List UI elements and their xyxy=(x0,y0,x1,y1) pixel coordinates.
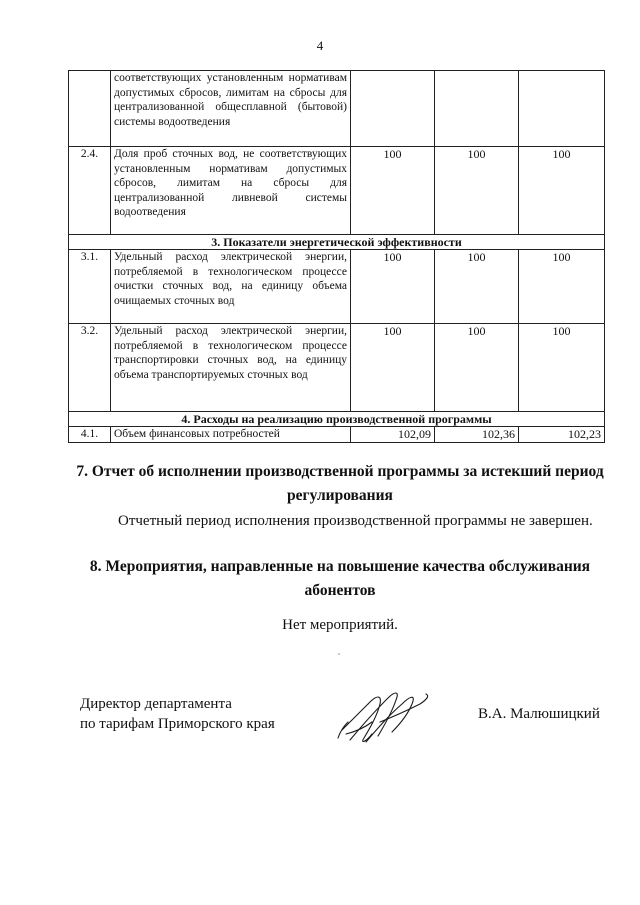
table-row xyxy=(69,71,605,147)
row-description: соответствующих установленным нормативам допустимых сбросов, лимитам на сбросы для централизованной общесплавной (бытовой) системы водоотведения xyxy=(111,71,351,147)
value-cell: 100 xyxy=(519,250,605,324)
table-row xyxy=(69,250,605,324)
signatory-position-line1: Директор департамента xyxy=(80,696,232,712)
signatory-position-line2: по тарифам Приморского края xyxy=(80,716,275,732)
signatory-name: В.А. Малюшицкий xyxy=(478,706,600,722)
row-number: 3.1. xyxy=(69,250,111,324)
value-cell: 100 xyxy=(519,324,605,412)
value-cell: 100 xyxy=(351,324,435,412)
value-cell: 100 xyxy=(351,250,435,324)
value-cell: 100 xyxy=(519,147,605,235)
table-row xyxy=(69,427,605,443)
stray-mark xyxy=(337,652,341,656)
section-title: 4. Расходы на реализацию производственной программы xyxy=(69,412,605,427)
table-row xyxy=(69,147,605,235)
row-description: Удельный расход электрической энергии, потребляемой в технологическом процессе очистки сточных вод, на единицу объема очищаемых сточных вод xyxy=(111,250,351,324)
value-cell: 102,36 xyxy=(435,427,519,443)
value-cell xyxy=(435,71,519,147)
page-number: 4 xyxy=(316,38,324,53)
section-row xyxy=(69,412,605,427)
row-description: Удельный расход электрической энергии, потребляемой в технологическом процессе транспортировки сточных вод, на единицу объема транспортируемых сточных вод xyxy=(111,324,351,412)
value-cell: 100 xyxy=(351,147,435,235)
row-description: Объем финансовых потребностей xyxy=(111,427,351,443)
row-number: 4.1. xyxy=(69,427,111,443)
section-row xyxy=(69,235,605,250)
section-title: 3. Показатели энергетической эффективности xyxy=(69,235,605,250)
section-8-title: 8. Мероприятия, направленные на повышение качества обслуживания абонентов xyxy=(89,558,591,599)
row-number: 3.2. xyxy=(69,324,111,412)
value-cell: 100 xyxy=(435,324,519,412)
section-7-text: Отчетный период исполнения производственной программы не завершен. xyxy=(118,513,593,529)
value-cell xyxy=(519,71,605,147)
value-cell: 102,09 xyxy=(351,427,435,443)
value-cell xyxy=(351,71,435,147)
row-description: Доля проб сточных вод, не соответствующих установленным нормативам допустимых сбросов, лимитам на сбросы для централизованной ливневой системы водоотведения xyxy=(111,147,351,235)
row-number: 2.4. xyxy=(69,147,111,235)
value-cell: 100 xyxy=(435,250,519,324)
row-number xyxy=(69,71,111,147)
table-row xyxy=(69,324,605,412)
value-cell: 102,23 xyxy=(519,427,605,443)
value-cell: 100 xyxy=(435,147,519,235)
section-7-title: 7. Отчет об исполнении производственной программы за истекший период регулирования xyxy=(76,463,604,504)
handwritten-signature xyxy=(330,682,440,752)
signatory-position xyxy=(80,694,275,734)
section-8-text: Нет мероприятий. xyxy=(282,617,398,633)
production-program-table xyxy=(68,70,605,443)
